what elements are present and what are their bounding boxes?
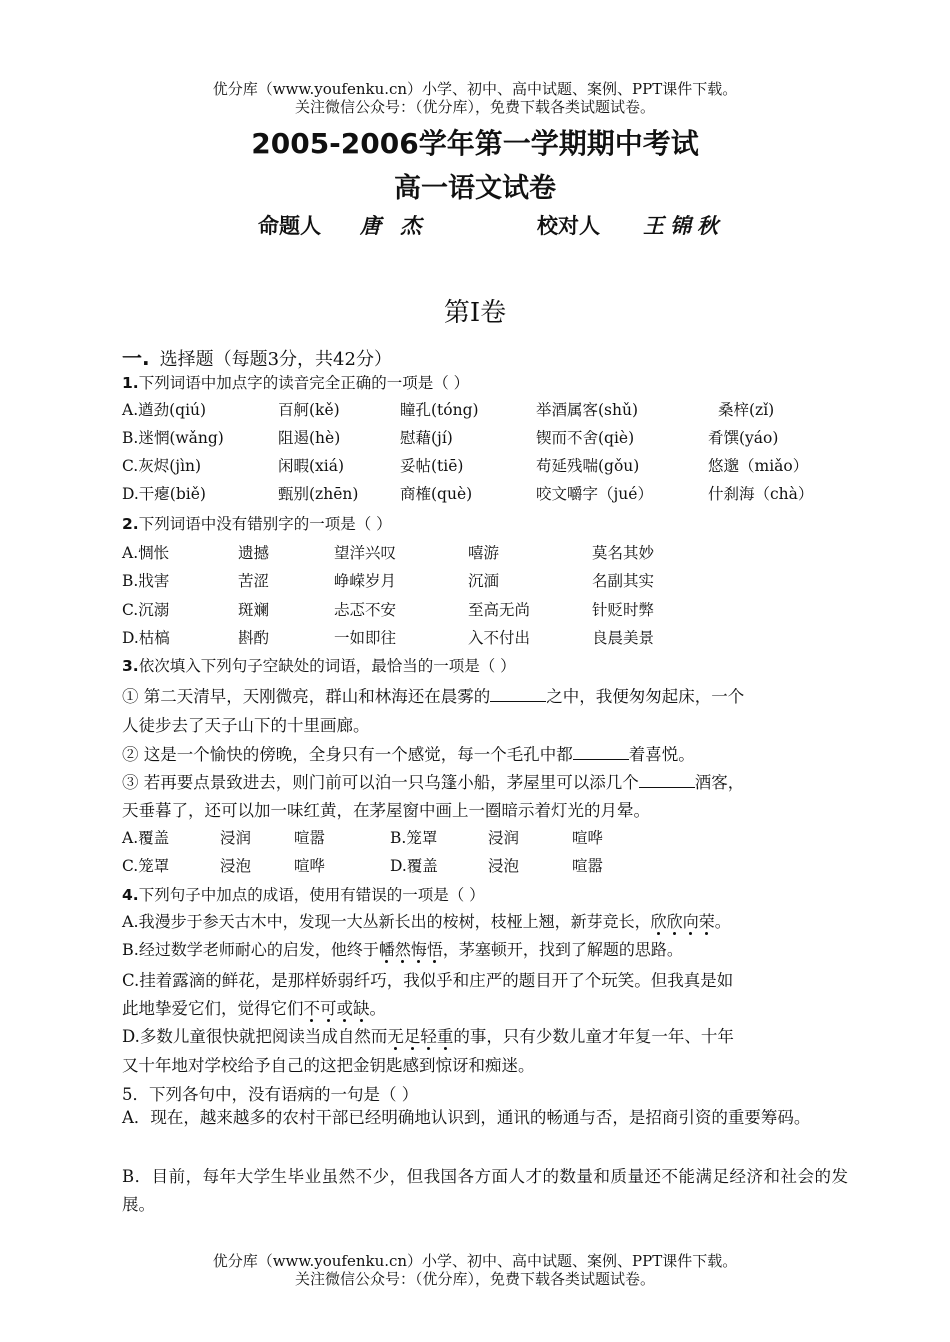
emphasis-char: 重 (436, 1027, 454, 1046)
q3-option: 浸泡 (488, 857, 520, 875)
q4-option-c-line-2 (122, 995, 386, 1019)
emphasis-char: 可 (320, 999, 337, 1018)
q4-number: 4. (122, 886, 139, 904)
q4-a-end: 。 (714, 912, 731, 931)
q2-option: B.戕害 (122, 572, 170, 590)
footer-line-2: 关注微信公众号：（优分库），免费下载各类试题试卷。 (294, 1270, 655, 1288)
q2-option: D.枯槁 (122, 629, 170, 647)
emphasis-char: 向 (682, 912, 699, 931)
q3-option: 浸润 (220, 829, 252, 847)
q3-s1-part: 之中，我便匆匆起床，一个 (546, 687, 745, 706)
q3-s3-part: ③ 若再要点景致进去，则门前可以泊一只乌篷小船，茅屋里可以添几个 (122, 773, 639, 792)
q2-option: 入不付出 (468, 629, 531, 647)
q1-option: 什刹海（chà） (708, 485, 814, 503)
blank-line (490, 687, 546, 702)
q1-option: 举酒属客(shǔ) (536, 401, 639, 419)
dotted-idiom (304, 999, 370, 1018)
q3-s2-part: ② 这是一个愉快的傍晚，全身只有一个感觉，每一个毛孔中都 (122, 745, 573, 764)
exam-title: 2005-2006学年第一学期期中考试 (251, 127, 699, 160)
exam-subtitle: 高一语文试卷 (394, 173, 556, 204)
emphasis-char: 悟 (426, 940, 443, 959)
section-title: 选择题（每题3分，共42分） (159, 349, 392, 370)
q4-b-end: ，茅塞顿开，找到了解题的思路。 (442, 940, 683, 959)
q1-option: 商榷(què) (400, 485, 473, 503)
q3-s1-part: ① 第二天清早，天刚微亮，群山和林海还在晨雾的 (122, 687, 491, 706)
q1-option: 苟延残喘(gǒu) (536, 457, 640, 475)
q3-option: D.覆盖 (390, 857, 438, 875)
emphasis-char: 悔 (410, 940, 427, 959)
q2-option: 峥嵘岁月 (334, 572, 397, 590)
q2-option: 良晨美景 (592, 629, 655, 647)
q2-option: 至高无尚 (468, 601, 531, 619)
q2-option: C.沉溺 (122, 601, 170, 619)
q5-option-b: B．目前，每年大学生毕业虽然不少，但我国各方面人才的数量和质量还不能满足经济和社会的发展。 (122, 1167, 848, 1214)
q1-option: 锲而不舍(qiè) (536, 429, 635, 447)
q3-sentence-1-cont: 人徒步去了天子山下的十里画廊。 (122, 716, 370, 735)
emphasis-char: 然 (394, 940, 411, 959)
header-line-2: 关注微信公众号：（优分库），免费下载各类试题试卷。 (294, 98, 655, 116)
emphasis-char: 轻 (420, 1027, 437, 1046)
q2-option: 针贬时弊 (592, 601, 655, 619)
q3-option: 浸泡 (220, 857, 252, 875)
q3-option: A.覆盖 (122, 829, 170, 847)
q2-option: 斟酌 (238, 629, 270, 647)
q1-option: D.干瘪(biě) (122, 485, 206, 503)
q1-option: C.灰烬(jìn) (122, 457, 202, 475)
q4-option-d-line-2: 又十年地对学校给予自己的这把金钥匙感到惊讶和痴迷。 (122, 1056, 535, 1075)
checker-name: 王锦秋 (643, 213, 724, 238)
header-line-1: 优分库（www.youfenku.cn）小学、初中、高中试题、案例、PPT课件下载。 (212, 80, 738, 98)
q1-option: 瞳孔(tóng) (400, 401, 479, 419)
author-name: 唐 杰 (360, 213, 428, 238)
q1-option: 妥帖(tiē) (400, 457, 464, 475)
q2-option: 一如即往 (334, 629, 397, 647)
section-heading (122, 342, 392, 371)
q2-option: 斑斓 (238, 601, 270, 619)
q3-number: 3. (122, 657, 139, 675)
blank-line (639, 773, 695, 788)
section-number: 一. (122, 346, 150, 370)
q1-option: 肴馔(yáo) (708, 429, 779, 447)
emphasis-char: 足 (403, 1027, 421, 1046)
q3-text: 依次填入下列句子空缺处的词语，最恰当的一项是（ ） (138, 657, 516, 675)
q1-option: B.迷惘(wǎng) (122, 429, 224, 447)
q4-text: 下列句子中加点的成语，使用有错误的一项是（ ） (138, 886, 485, 904)
emphasis-char: 不 (303, 999, 320, 1018)
q4-d-text: D.多数儿童很快就把阅读当成自然而 (122, 1027, 388, 1046)
q2-option: 莫名其妙 (592, 544, 655, 562)
q2-text: 下列词语中没有错别字的一项是（ ） (138, 515, 392, 533)
q1-option: 甄别(zhēn) (278, 485, 359, 503)
q4-stem (122, 883, 485, 905)
q4-d-text-end: 的事，只有少数儿童才年复一年、十年 (453, 1027, 734, 1046)
dotted-idiom (379, 940, 443, 959)
q1-option: 慰藉(jí) (400, 429, 453, 447)
q4-option-b (122, 937, 683, 960)
q2-option: 望洋兴叹 (334, 544, 397, 562)
q3-sentence-2 (122, 741, 695, 765)
dotted-idiom (651, 912, 715, 931)
q4-option-d-line-1 (122, 1023, 734, 1047)
q2-option: A.惆怅 (122, 544, 170, 562)
emphasis-char: 欣 (666, 912, 683, 931)
q3-s3-part: 酒客， (694, 773, 745, 792)
emphasis-char: 欣 (650, 912, 667, 931)
q3-option: 喧嚣 (294, 829, 326, 847)
q2-option: 名副其实 (592, 572, 655, 590)
q2-option: 苦涩 (238, 572, 270, 590)
emphasis-char: 缺 (353, 999, 370, 1018)
q2-option: 嘻游 (468, 544, 500, 562)
footer-line-1: 优分库（www.youfenku.cn）小学、初中、高中试题、案例、PPT课件下载。 (212, 1252, 738, 1270)
q3-s2-part: 着喜悦。 (628, 745, 695, 764)
blank-line (573, 745, 629, 760)
q4-b-text: B.经过数学老师耐心的启发，他终于 (122, 940, 379, 959)
q3-option: 浸润 (488, 829, 520, 847)
emphasis-char: 幡 (378, 940, 395, 959)
q4-option-c-line-1: C.挂着露滴的鲜花，是那样娇弱纤巧，我似乎和庄严的题目开了个玩笑。但我真是如 (122, 971, 734, 990)
q1-option: 阻遏(hè) (278, 429, 341, 447)
q4-c-text: 此地挚爱它们，觉得它们 (122, 999, 304, 1018)
q1-option: 百舸(kě) (278, 401, 340, 419)
q4-a-text: A.我漫步于参天古木中，发现一大丛新长出的桉树，枝桠上翘，新芽竞长， (122, 912, 651, 931)
q5-stem: 5．下列各句中，没有语病的一句是（ ） (122, 1085, 419, 1104)
q3-sentence-3 (122, 769, 744, 793)
q1-option: 咬文嚼字（jué） (536, 485, 653, 503)
q3-option: 喧嚣 (572, 857, 604, 875)
q3-sentence-3-cont: 天垂暮了，还可以加一味红黄，在茅屋窗中画上一圈暗示着灯光的月晕。 (122, 801, 650, 820)
q3-stem (122, 654, 516, 676)
dotted-idiom (387, 1027, 453, 1046)
q1-option: 桑梓(zǐ) (718, 401, 775, 419)
q1-number: 1. (122, 374, 139, 392)
emphasis-char: 荣 (698, 912, 715, 931)
q1-stem (122, 371, 469, 393)
q3-option: C.笼罩 (122, 857, 170, 875)
q4-option-a (122, 909, 731, 932)
emphasis-char: 或 (336, 999, 353, 1018)
q3-sentence-1 (122, 683, 744, 707)
q3-option: 喧哗 (572, 829, 604, 847)
q2-option: 沉湎 (468, 572, 500, 590)
volume-heading: 第Ⅰ卷 (443, 298, 507, 328)
q2-option: 遗撼 (238, 544, 270, 562)
author-label: 命题人 (258, 214, 321, 238)
q1-text: 下列词语中加点字的读音完全正确的一项是（ ） (138, 374, 470, 392)
q1-option: A.遒劲(qiú) (122, 401, 207, 419)
q1-option: 闲暇(xiá) (278, 457, 345, 475)
q5-option-a: A．现在，越来越多的农村干部已经明确地认识到，通讯的畅通与否，是招商引资的重要筹码。 (122, 1108, 811, 1127)
q4-c-end: 。 (369, 999, 386, 1018)
q2-number: 2. (122, 515, 139, 533)
checker-label: 校对人 (537, 214, 600, 238)
q2-stem (122, 512, 392, 534)
q3-option: 喧哗 (294, 857, 326, 875)
emphasis-char: 无 (387, 1027, 404, 1046)
q1-option: 悠邈（miǎo） (708, 457, 809, 475)
q3-option: B.笼罩 (390, 829, 438, 847)
q2-option: 忐忑不安 (334, 601, 397, 619)
